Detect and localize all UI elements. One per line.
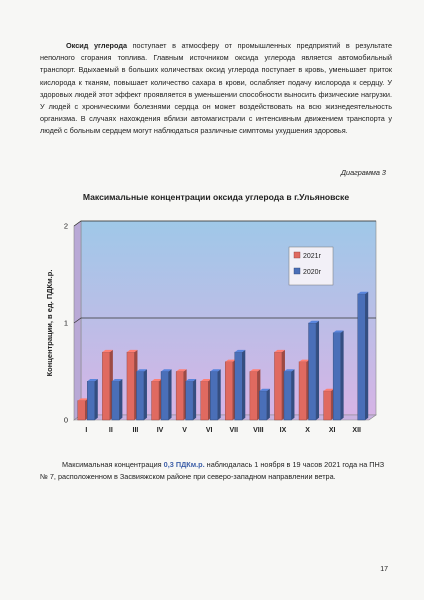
bar-2021-front xyxy=(324,391,332,420)
bar-2020-side xyxy=(365,292,368,420)
bar-2020 xyxy=(186,379,197,420)
bar-2020 xyxy=(87,379,98,420)
bar-2020 xyxy=(284,369,295,420)
bar-2021-front xyxy=(176,372,184,421)
bar-2020-front xyxy=(186,381,194,420)
x-tick-label: VI xyxy=(205,427,213,434)
bar-2020-front xyxy=(284,372,292,421)
legend-label: 2021г xyxy=(303,253,322,260)
bold-term: Оксид углерода xyxy=(66,41,128,50)
diagram-caption: Диаграмма 3 xyxy=(340,168,386,177)
page-number: 17 xyxy=(380,566,388,573)
x-tick-label: XI xyxy=(328,427,336,434)
bar-2020-side xyxy=(218,369,221,420)
bar-2020-front xyxy=(259,391,267,420)
x-tick-label: IX xyxy=(279,427,287,434)
bar-2020-front xyxy=(309,323,317,420)
bar-2020-side xyxy=(267,389,270,420)
x-tick-label: I xyxy=(85,427,88,434)
bar-2021 xyxy=(324,389,335,420)
bar-2021 xyxy=(201,379,212,420)
bar-2020 xyxy=(333,331,344,421)
bar-2020 xyxy=(136,369,147,420)
x-tick-label: II xyxy=(108,427,113,434)
bar-2020-front xyxy=(112,381,120,420)
bar-2020-front xyxy=(235,352,243,420)
bar-2020-side xyxy=(119,379,122,420)
bar-2020 xyxy=(309,321,320,420)
bar-2021-front xyxy=(299,362,307,420)
bar-2020-side xyxy=(193,379,196,420)
bar-2020-side xyxy=(95,379,98,420)
bar-2021-front xyxy=(102,352,110,420)
bar-2021 xyxy=(102,350,113,420)
x-tick-label: V xyxy=(182,427,187,434)
bar-2020-side xyxy=(144,369,147,420)
bar-2020 xyxy=(358,292,369,420)
y-axis-label: Концентрации, в ед. ПДКм.р. xyxy=(45,269,54,377)
bar-2021 xyxy=(299,360,310,420)
bar-2020-front xyxy=(136,372,144,421)
bar-2020-front xyxy=(333,333,341,420)
bar-2021-front xyxy=(127,352,135,420)
x-tick-label: XII xyxy=(352,427,361,434)
bar-2020-front xyxy=(358,294,366,420)
bar-2020-side xyxy=(169,369,172,420)
bar-2020 xyxy=(210,369,221,420)
bar-2021 xyxy=(225,360,236,420)
y-tick-label: 1 xyxy=(63,318,68,328)
y-tick-label: 2 xyxy=(63,221,68,231)
bar-2021-front xyxy=(250,372,258,421)
bar-2021 xyxy=(274,350,285,420)
paragraph-text: поступает в атмосферу от промышленных предприятий в результате неполного сгорания топлива. Главным источником оксида углерода является автомобильный транспорт. Вдыхаемый в больших количествах оксид углерода поступает в кровь, уменьшает приток кислорода к тканям, повышает количество сахара в крови, ослабляет подачу кислорода к сердцу. У здоровых людей этот эффект проявляется в уменьшении способности выносить физические нагрузки. У людей с хроническими болезнями сердца он может воздействовать на всю жизнедеятельность организма. В случаях нахождения вблизи автомагистрали с интенсивным движением транспорта у людей с больным сердцем могут наблюдаться различные симптомы ухудшения здоровья. xyxy=(40,41,392,136)
bar-2020-front xyxy=(210,372,218,421)
bar-2021 xyxy=(152,379,163,420)
x-tick-label: VII xyxy=(229,427,239,434)
bar-2020 xyxy=(235,350,246,420)
bar-2020 xyxy=(259,389,270,420)
bar-2021-front xyxy=(274,352,282,420)
footer-paragraph xyxy=(40,459,392,484)
bar-2020 xyxy=(112,379,123,420)
x-tick-label: X xyxy=(305,427,310,434)
bar-2021-front xyxy=(78,401,86,420)
x-tick-label: III xyxy=(132,427,139,434)
legend-swatch xyxy=(294,268,300,274)
bar-2020-side xyxy=(341,331,344,421)
bar-2021 xyxy=(78,398,89,420)
footer-text-after: наблюдалась 1 ноября в 19 часов 2021 года на ПНЗ № 7, расположенном в Засвияжском районе при северо-западном направлении ветра. xyxy=(40,460,385,482)
bar-2021-front xyxy=(201,381,209,420)
bar-2021-front xyxy=(225,362,233,420)
chart-title: Максимальные концентрации оксида углерода в г.Ульяновске xyxy=(82,192,350,202)
bar-2020-side xyxy=(242,350,245,420)
bar-2020-front xyxy=(161,372,169,421)
bar-2021 xyxy=(250,369,261,420)
bar-2021 xyxy=(127,350,137,420)
x-tick-label: IV xyxy=(156,427,164,434)
bar-2020-side xyxy=(316,321,319,420)
x-tick-label: VIII xyxy=(253,427,264,434)
legend-swatch xyxy=(294,252,300,258)
footer-highlight: 0,3 ПДКм.р. xyxy=(163,460,205,469)
bar-2021 xyxy=(176,369,187,420)
bar-2020-front xyxy=(87,381,95,420)
bar-2021-front xyxy=(152,381,160,420)
legend-label: 2020г xyxy=(303,269,322,276)
bar-2020 xyxy=(161,369,172,420)
bar-2020-side xyxy=(291,369,294,420)
y-tick-label: 0 xyxy=(63,415,68,425)
footer-text-before: Максимальная концентрация xyxy=(62,460,164,469)
